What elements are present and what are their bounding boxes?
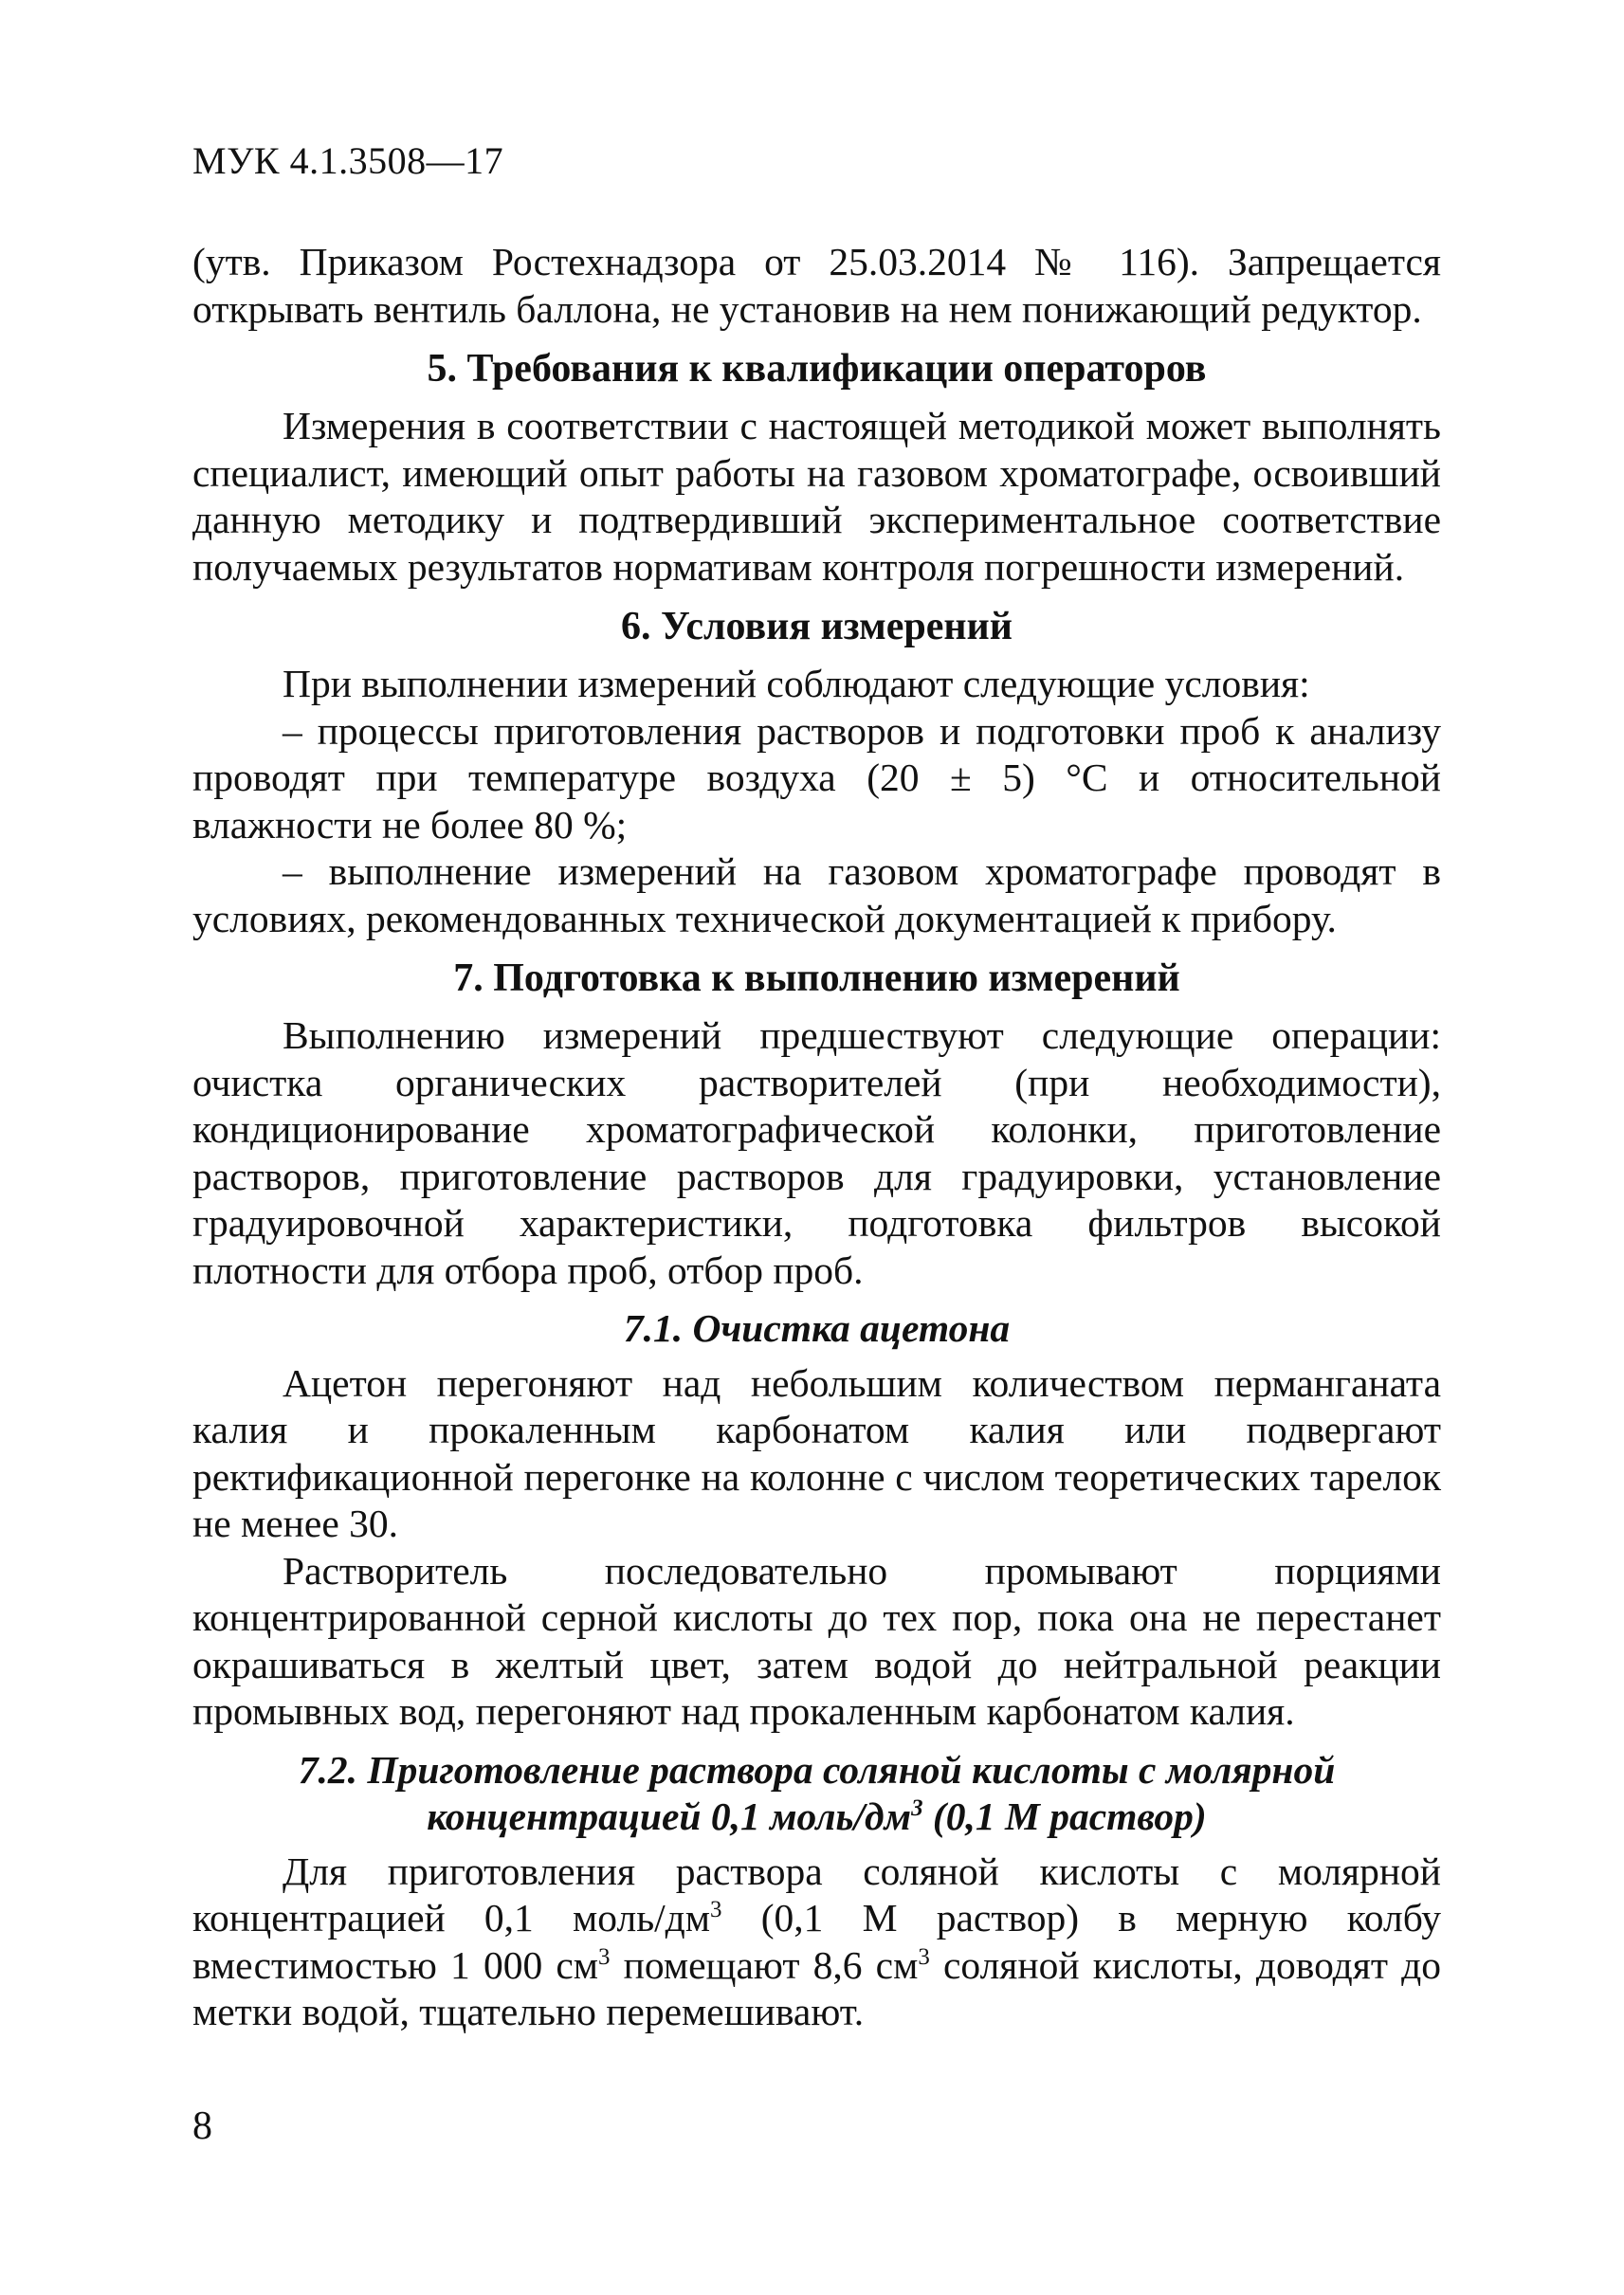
superscript-1: 3 xyxy=(710,1897,722,1923)
section-6-intro: При выполнении измерений соблюдают следующие условия: xyxy=(283,662,1310,705)
superscript-3: 3 xyxy=(918,1943,930,1970)
paragraph-text-a: Для приготовления раствора соляной кислоты с молярной концентрацией 0,1 моль/дм xyxy=(192,1849,1441,1940)
section-7-1-heading: 7.1. Очистка ацетона xyxy=(623,1306,1011,1350)
document-header: МУК 4.1.3508—17 xyxy=(192,139,504,182)
paragraph-text-d: соляной кислоты, доводят до метки водой, тщательно перемешивают. xyxy=(192,1942,1442,2033)
page-number: 8 xyxy=(192,2104,212,2148)
heading-text-a: концентрацией 0,1 моль/дм xyxy=(427,1794,912,1838)
paragraph-text-c: помещают 8,6 см xyxy=(610,1942,919,1987)
section-7-2-heading-line-1: 7.2. Приготовление раствора соляной кислоты с молярной xyxy=(298,1747,1336,1792)
section-5-paragraph: Измерения в соответствии с настоящей методикой может выполнять специалист, имеющий опыт работы на газовом хроматографе, освоивший данную методику и подтвердивший экспериментальное соответствие получаемых результатов нормативам контроля погрешности измерений. xyxy=(192,404,1441,589)
section-7-paragraph: Выполнению измерений предшествуют следующие операции: очистка органических растворителей (при необходимости), кондиционирование хроматографической колонки, приготовление растворов, приготовление растворов для градуировки, установление градуировочной характеристики, подготовка фильтров высокой плотности для отбора проб, отбор проб. xyxy=(192,1013,1441,1292)
section-6-item-2: – выполнение измерений на газовом хроматографе проводят в условиях, рекомендованных технической документацией к прибору. xyxy=(192,849,1441,940)
section-6-heading: 6. Условия измерений xyxy=(621,605,1013,648)
section-7-1-paragraph-2: Растворитель последовательно промывают порциями концентрированной серной кислоты до тех пор, пока она не перестанет окрашиваться в желтый цвет, затем водой до нейтральной реакции промывных вод, перегоняют над прокаленным карбонатом калия. xyxy=(192,1548,1441,1733)
section-7-2-paragraph xyxy=(192,1849,1441,2036)
section-7-2-heading-line-2 xyxy=(192,1794,1441,1841)
section-6-item-1: – процессы приготовления растворов и подготовки проб к анализу проводят при температуре воздуха (20 ± 5) °С и относительной влажности не более 80 %; xyxy=(192,708,1441,847)
heading-superscript: 3 xyxy=(911,1795,923,1822)
heading-text-b: (0,1 М раствор) xyxy=(922,1794,1207,1838)
paragraph-text-b: (0,1 М раствор) в мерную колбу вместимостью 1 000 см xyxy=(192,1896,1441,1987)
page-content xyxy=(192,239,1441,2036)
carryover-paragraph: (утв. Приказом Ростехнадзора от 25.03.2014 № 116). Запрещается открывать вентиль баллона, не установив на нем понижающий редуктор. xyxy=(192,240,1441,331)
section-7-2-heading xyxy=(192,1747,1441,1841)
superscript-2: 3 xyxy=(598,1943,611,1970)
section-7-1-paragraph-1: Ацетон перегоняют над небольшим количеством перманганата калия и прокаленным карбонатом калия или подвергают ректификационной перегонке на колонне с числом теоретических тарелок не менее 30. xyxy=(192,1360,1441,1545)
section-7-heading: 7. Подготовка к выполнению измерений xyxy=(453,956,1180,1000)
section-5-heading: 5. Требования к квалификации операторов xyxy=(427,347,1207,391)
